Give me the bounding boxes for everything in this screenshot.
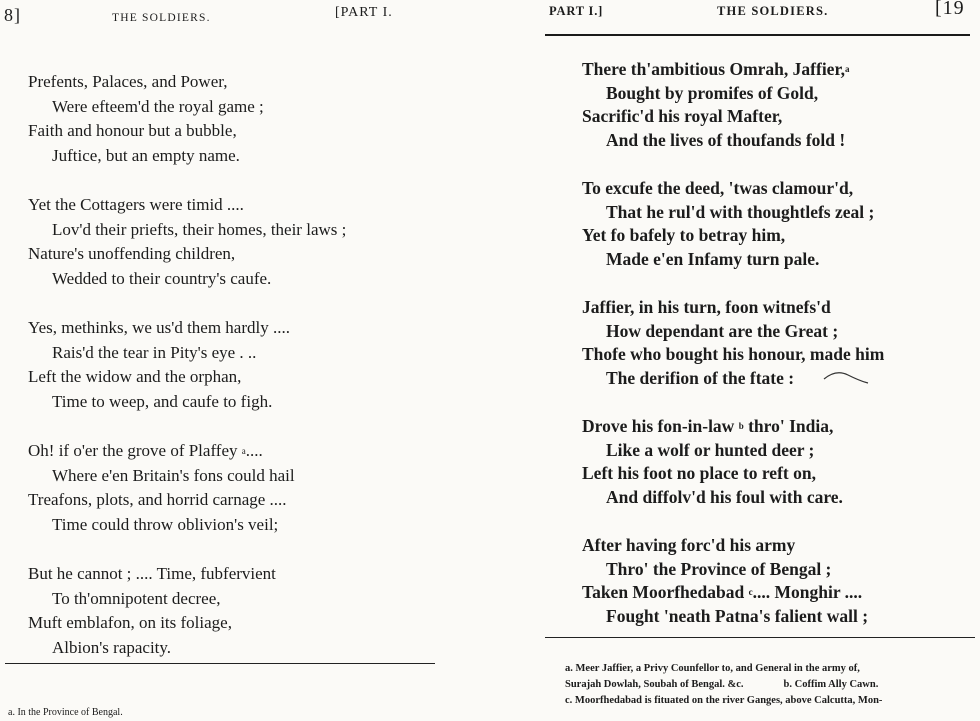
poem-line: Where e'en Britain's fons could hail (52, 465, 295, 485)
running-head-right: THE SOLDIERS. (717, 4, 829, 18)
page-number-left: 8] (4, 5, 21, 25)
poem-line: Time could throw oblivion's veil; (52, 514, 279, 534)
header-rule (545, 34, 970, 36)
poem-line: Made e'en Infamy turn pale. (606, 248, 820, 269)
stanza (28, 70, 346, 168)
poem-line: Treafons, plots, and horrid carnage .... (28, 490, 287, 509)
stanza (28, 562, 346, 660)
poem-line: To excufe the deed, 'twas clamour'd, (582, 178, 854, 198)
poem-line: Thro' the Province of Bengal ; (606, 558, 832, 579)
poem-line: After having forc'd his army (582, 535, 796, 555)
poem-line: Like a wolf or hunted deer ; (606, 439, 815, 460)
footnote: a. Meer Jaffier, a Privy Counfellor to, and General in the army of, (565, 663, 860, 674)
poem-line: Wedded to their country's caufe. (52, 268, 272, 288)
poem-line: Muft emblafon, on its foliage, (28, 613, 232, 632)
poem-line: Left his foot no place to reft on, (582, 463, 816, 483)
poem-line: Lov'd their priefts, their homes, their laws ; (52, 219, 347, 239)
line-text: There th'ambitious Omrah, Jaffier, (582, 59, 845, 79)
running-head-left: THE SOLDIERS. (112, 12, 211, 24)
footnote-marker: a (844, 64, 850, 74)
footnote-rule (5, 663, 435, 664)
poem-line: The derifion of the ftate : (606, 367, 795, 388)
footnotes-right (565, 661, 882, 709)
poem-line: But he cannot ; .... Time, fubfervient (28, 564, 276, 583)
page-number-right: [19 (935, 0, 965, 19)
line-text: Taken Moorfhedabad (582, 582, 745, 602)
poem-left (28, 70, 346, 685)
poem-line: Were efteem'd the royal game ; (52, 96, 264, 116)
right-page (545, 0, 980, 721)
stanza (28, 193, 346, 291)
footnote-rule (545, 637, 975, 638)
poem-line: Rais'd the tear in Pity's eye . .. (52, 342, 257, 362)
poem-line: To th'omnipotent decree, (52, 588, 221, 608)
line-text: Oh! if o'er the grove of Plaffey (28, 441, 238, 460)
stanza (582, 534, 884, 628)
poem-line: That he rul'd with thoughtlefs zeal ; (606, 201, 875, 222)
poem-line: Left the widow and the orphan, (28, 367, 242, 386)
poem-right (582, 58, 884, 653)
line-text: .... (245, 441, 263, 460)
poem-line: Prefents, Palaces, and Power, (28, 72, 228, 91)
left-page (0, 0, 470, 721)
poem-line: Sacrific'd his royal Mafter, (582, 106, 783, 126)
poem-line: And the lives of thoufands fold ! (606, 129, 846, 150)
stanza (28, 439, 346, 537)
poem-line (28, 439, 346, 464)
line-text: Drove his fon-in-law (582, 416, 735, 436)
poem-line: Yet fo bafely to betray him, (582, 225, 786, 245)
poem-line: Thofe who bought his honour, made him (582, 344, 885, 364)
footnote-marker: a (241, 446, 246, 456)
footnote: c. Moorfhedabad is fituated on the river Ganges, above Calcutta, Mon- (565, 695, 883, 706)
poem-line: Time to weep, and caufe to figh. (52, 391, 273, 411)
poem-line: Albion's rapacity. (52, 637, 172, 657)
footnote: Surajah Dowlah, Soubah of Bengal. &c. (565, 679, 744, 690)
stanza (582, 177, 884, 271)
footnote: a. In the Province of Bengal. (8, 707, 123, 718)
poem-line (582, 415, 884, 439)
poem-line: Yes, methinks, we us'd them hardly .... (28, 318, 290, 337)
poem-line: How dependant are the Great ; (606, 320, 839, 341)
part-label-left: [PART I. (335, 5, 393, 20)
poem-line (582, 58, 884, 82)
line-text: thro' India, (748, 416, 834, 436)
footnote: b. Coffim Ally Cawn. (783, 679, 879, 690)
footnote-marker: c (748, 587, 753, 597)
stanza (582, 415, 884, 509)
stanza (582, 58, 884, 152)
poem-line: Fought 'neath Patna's falient wall ; (606, 605, 869, 626)
poem-line: Jaffier, in his turn, foon witnefs'd (582, 297, 831, 317)
part-label-right: PART I.] (549, 4, 604, 18)
poem-line: Nature's unoffending children, (28, 244, 236, 263)
poem-line (582, 581, 884, 605)
footnote-marker: b (738, 421, 744, 431)
line-text: .... Monghir .... (752, 582, 863, 602)
poem-line: Bought by promifes of Gold, (606, 82, 819, 103)
footnotes-left (8, 705, 123, 721)
poem-line: And diffolv'd his foul with care. (606, 486, 843, 507)
stanza (28, 316, 346, 414)
footnote-row (565, 677, 882, 693)
pen-mark-icon (822, 365, 870, 389)
poem-line: Yet the Cottagers were timid .... (28, 195, 244, 214)
poem-line: Juftice, but an empty name. (52, 145, 240, 165)
poem-line: Faith and honour but a bubble, (28, 121, 237, 140)
